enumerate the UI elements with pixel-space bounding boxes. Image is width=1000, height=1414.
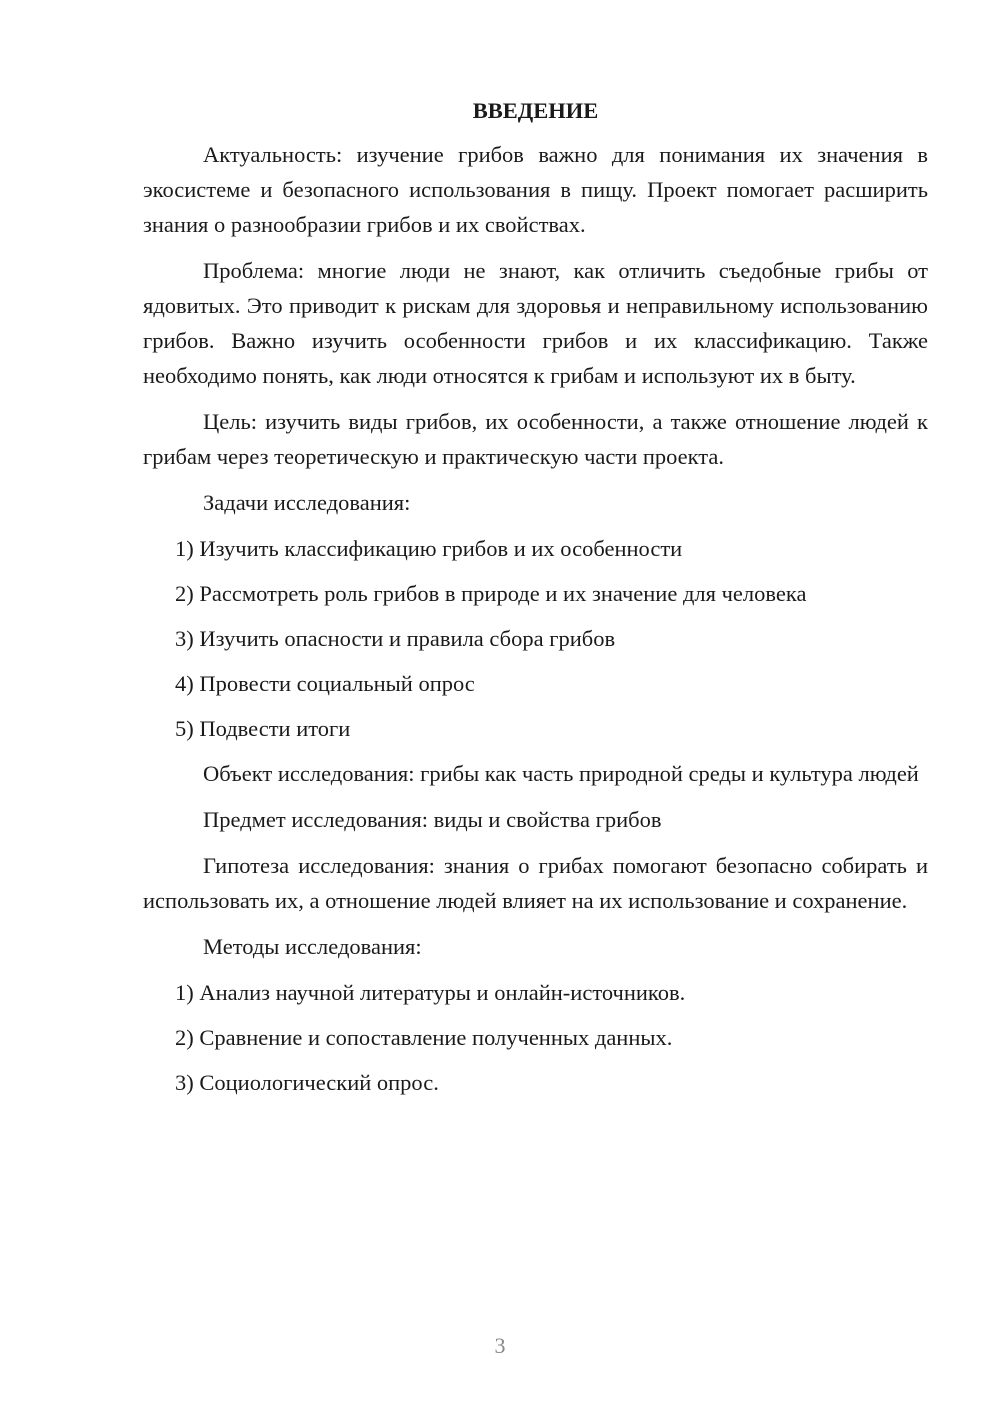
list-item: 4) Провести социальный опрос xyxy=(175,671,475,696)
document-page xyxy=(143,95,928,1110)
tasks-heading: Задачи исследования: xyxy=(203,490,411,515)
methods-heading: Методы исследования: xyxy=(203,934,422,959)
list-item: 1) Изучить классификацию грибов и их особенности xyxy=(175,536,683,561)
page-number: 3 xyxy=(494,1333,506,1358)
object-paragraph: Объект исследования: грибы как часть природной среды и культура людей xyxy=(203,761,919,786)
goal-paragraph: Цель: изучить виды грибов, их особенности, а также отношение людей к грибам через теоретическую и практическую части проекта. xyxy=(143,409,928,469)
tasks-list xyxy=(143,531,928,746)
list-item: 2) Сравнение и сопоставление полученных данных. xyxy=(175,1025,673,1050)
list-item: 1) Анализ научной литературы и онлайн-источников. xyxy=(175,980,686,1005)
relevance-paragraph: Актуальность: изучение грибов важно для понимания их значения в экосистеме и безопасного использования в пищу. Проект помогает расширить знания о разнообразии грибов и их свойствах. xyxy=(143,142,928,237)
list-item: 3) Изучить опасности и правила сбора грибов xyxy=(175,626,616,651)
problem-paragraph: Проблема: многие люди не знают, как отличить съедобные грибы от ядовитых. Это приводит к рискам для здоровья и неправильному использованию грибов. Важно изучить особенности грибов и их классификацию. Также необходимо понять, как люди относятся к грибам и используют их в быту. xyxy=(143,258,928,388)
list-item: 5) Подвести итоги xyxy=(175,716,351,741)
list-item: 3) Социологический опрос. xyxy=(175,1070,439,1095)
section-title: ВВЕДЕНИЕ xyxy=(472,98,599,123)
hypothesis-paragraph: Гипотеза исследования: знания о грибах помогают безопасно собирать и использовать их, а отношение людей влияет на их использование и сохранение. xyxy=(143,853,928,913)
list-item: 2) Рассмотреть роль грибов в природе и их значение для человека xyxy=(175,581,807,606)
methods-list xyxy=(143,975,928,1100)
subject-paragraph: Предмет исследования: виды и свойства грибов xyxy=(203,807,662,832)
